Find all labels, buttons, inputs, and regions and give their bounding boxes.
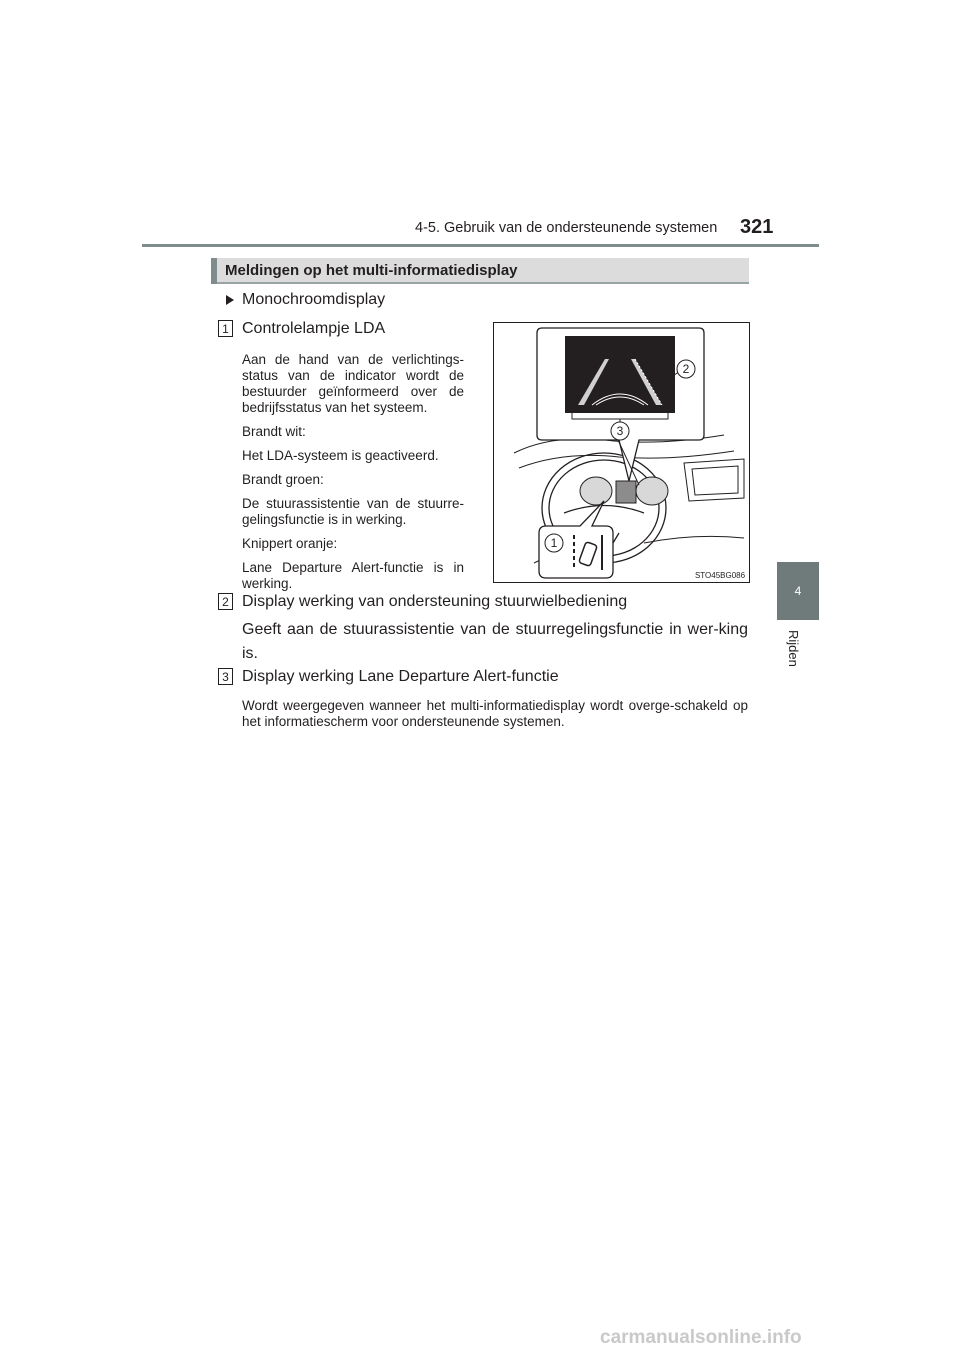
item-1-paragraph: Lane Departure Alert-functie is in werking. <box>242 560 464 591</box>
item-3-body: Wordt weergegeven wanneer het multi-informatiedisplay wordt overge-schakeld op het informatiescherm voor ondersteunende systemen. <box>242 698 748 729</box>
figure-callout: 1 <box>550 536 558 550</box>
item-1-paragraph: Knippert oranje: <box>242 536 338 551</box>
item-title: Controlelampje LDA <box>242 320 386 337</box>
item-title: Display werking Lane Departure Alert-functie <box>242 668 559 685</box>
item-number-badge: 1 <box>218 320 233 337</box>
item-number-badge: 3 <box>218 668 233 685</box>
item-1-paragraph: Het LDA-systeem is geactiveerd. <box>242 448 439 463</box>
dashboard-drawing <box>494 323 749 582</box>
bullet-text: Monochroomdisplay <box>242 291 386 308</box>
chapter-tab <box>777 562 819 620</box>
item-number-badge: 2 <box>218 593 233 610</box>
footer-watermark: carmanualsonline.info <box>600 1327 802 1348</box>
page-number: 321 <box>740 216 774 238</box>
header-rule <box>142 244 819 247</box>
item-1-paragraph: Brandt groen: <box>242 472 324 487</box>
chapter-number: 4 <box>794 584 802 598</box>
chapter-label: Rijden <box>786 630 801 667</box>
triangle-bullet-icon <box>226 295 234 305</box>
item-1-paragraph: De stuurassistentie van de stuurre-gelingsfunctie is in werking. <box>242 496 464 527</box>
figure-callout: 2 <box>682 362 690 376</box>
section-heading <box>211 258 749 284</box>
figure-callout: 3 <box>616 424 624 438</box>
section-title: Meldingen op het multi-informatiedisplay <box>225 262 518 279</box>
section-accent <box>211 258 217 284</box>
item-1-paragraph: Brandt wit: <box>242 424 306 439</box>
header-section-title: 4-5. Gebruik van de ondersteunende systemen <box>415 220 718 236</box>
display-type-bullet <box>226 291 385 309</box>
figure-code: STO45BG086 <box>694 571 746 580</box>
dashboard-illustration <box>493 322 750 583</box>
item-1-body <box>242 352 464 592</box>
item-title: Display werking van ondersteuning stuurwielbediening <box>242 593 628 610</box>
item-1-paragraph: Aan de hand van de verlichtings-status van de indicator wordt de bestuurder geïnformeerd over de bedrijfsstatus van het systeem. <box>242 352 464 415</box>
item-2-body: Geeft aan de stuurassistentie van de stuurregelingsfunctie in wer-king is. <box>242 621 748 662</box>
